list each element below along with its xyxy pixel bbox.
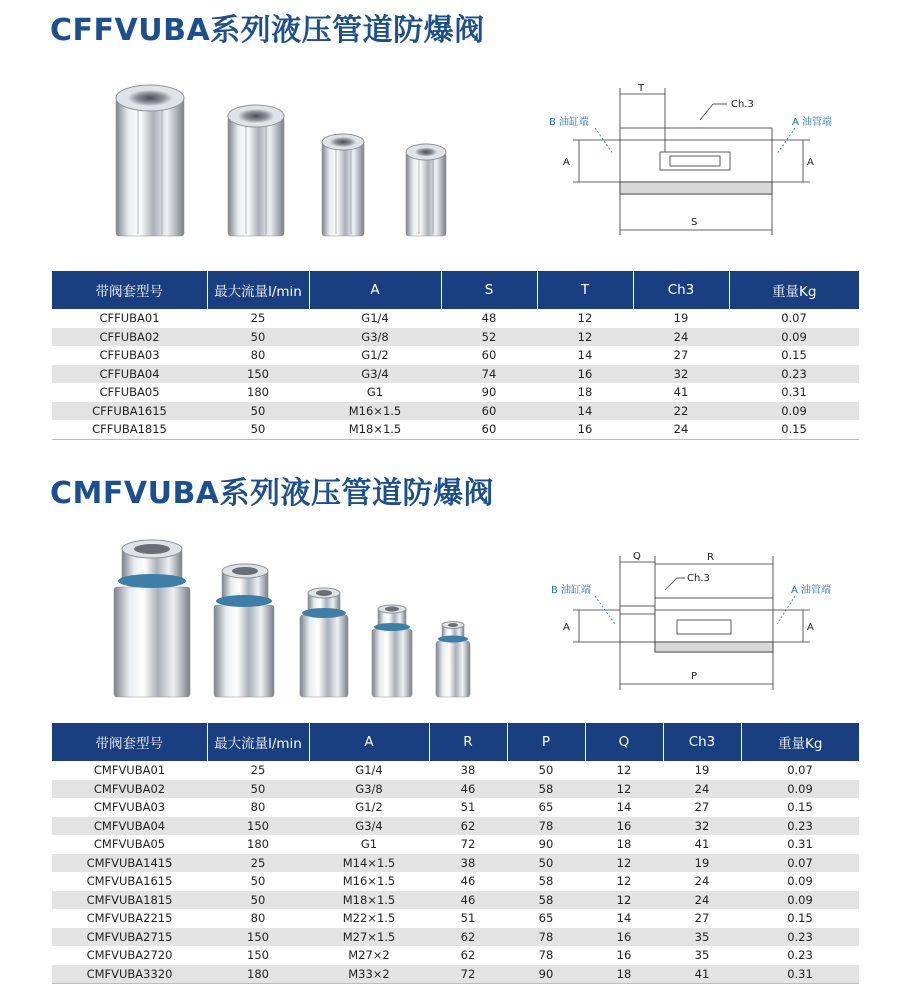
diagram1-label-b: B 油缸端 <box>549 117 590 128</box>
table-cell: 18 <box>585 965 663 984</box>
table-cell: 58 <box>538 874 554 889</box>
valve-m-small <box>300 588 348 697</box>
header-t: T <box>537 271 633 309</box>
table-cell: G1 <box>366 385 384 400</box>
table-row <box>52 383 859 402</box>
diagram2-label-a-right: A <box>807 622 814 633</box>
table-cell: 60 <box>441 420 537 439</box>
table-cell: 72 <box>460 837 476 852</box>
table-cell: 0.07 <box>787 763 813 778</box>
table-cell: 0.31 <box>781 385 807 400</box>
table-cell: G1/2 <box>355 800 383 815</box>
section1-dimension-diagram <box>545 80 855 240</box>
table-cell: 90 <box>507 965 585 984</box>
table-cell: M16×1.5 <box>342 874 396 889</box>
table-cell: CFFUBA01 <box>99 311 160 326</box>
table-cell: 0.09 <box>729 328 859 347</box>
table-row <box>52 328 859 347</box>
table-cell: 24 <box>694 874 710 889</box>
table-cell: CMFVUBA2715 <box>52 928 207 947</box>
table-cell: CFFUBA1615 <box>52 402 207 421</box>
table-cell: 150 <box>207 928 309 947</box>
table-cell: CMFVUBA2215 <box>86 911 173 926</box>
table-cell: 62 <box>429 817 507 836</box>
table-cell: 50 <box>507 854 585 873</box>
valve-large <box>116 85 184 236</box>
header-max-flow: 最大流量l/min <box>207 723 309 761</box>
table-cell: M22×1.5 <box>342 911 396 926</box>
table-cell: 41 <box>663 965 741 984</box>
diagram1-label-a-right: A <box>807 157 814 168</box>
section1-title: CFFVUBA系列液压管道防爆阀 <box>50 13 485 48</box>
table-cell: 27 <box>694 911 710 926</box>
table-cell: 50 <box>207 420 309 439</box>
table-cell: 90 <box>481 385 497 400</box>
valve-m-tiny <box>436 622 470 698</box>
diagram2-label-ch3: Ch.3 <box>687 573 710 584</box>
header-ch3: Ch3 <box>663 723 741 761</box>
table-cell: 50 <box>538 763 554 778</box>
table-cell: 24 <box>663 891 741 910</box>
table-cell: CFFUBA03 <box>99 348 160 363</box>
table-cell: 35 <box>694 948 710 963</box>
diagram1-label-a-left: A <box>563 157 570 168</box>
section1-spec-table <box>52 271 859 440</box>
table-cell: CMFVUBA1415 <box>52 854 207 873</box>
table-cell: 80 <box>250 348 266 363</box>
table-cell: 0.09 <box>729 402 859 421</box>
table-cell: 60 <box>481 348 497 363</box>
table-cell: 19 <box>694 763 710 778</box>
table-cell: 50 <box>207 780 309 799</box>
section2-dimension-diagram <box>545 548 855 698</box>
table-row <box>52 872 859 891</box>
table-cell: 12 <box>585 891 663 910</box>
table-cell: CMFVUBA01 <box>93 763 166 778</box>
table-cell: 32 <box>663 817 741 836</box>
table-cell: 12 <box>537 328 633 347</box>
table-cell: 16 <box>537 365 633 384</box>
table-row <box>52 965 859 984</box>
table-cell: 0.23 <box>787 948 813 963</box>
table-cell: CFFUBA05 <box>99 385 160 400</box>
table-cell: M27×1.5 <box>309 928 429 947</box>
table-cell: 18 <box>616 837 632 852</box>
table-cell: 80 <box>250 800 266 815</box>
table-cell: 65 <box>538 800 554 815</box>
table-cell: 22 <box>633 402 729 421</box>
table-cell: 18 <box>577 385 593 400</box>
table-cell: 78 <box>507 928 585 947</box>
table-cell: M27×2 <box>348 948 390 963</box>
table-cell: 0.15 <box>781 348 807 363</box>
table-cell: 0.15 <box>787 800 813 815</box>
table-cell: CMFVUBA02 <box>52 780 207 799</box>
table-cell: CMFVUBA1815 <box>52 891 207 910</box>
table-cell: M18×1.5 <box>309 891 429 910</box>
table-cell: G1/4 <box>361 311 389 326</box>
table-cell: 0.07 <box>781 311 807 326</box>
table-cell: M16×1.5 <box>309 402 441 421</box>
table-row <box>52 761 859 780</box>
table-cell: 50 <box>250 874 266 889</box>
diagram2-label-r: R <box>707 552 714 563</box>
table-cell: CFFUBA04 <box>52 365 207 384</box>
table-cell: CMFVUBA2720 <box>86 948 173 963</box>
table-cell: G3/4 <box>309 817 429 836</box>
diagram1-label-ch3: Ch.3 <box>731 99 754 110</box>
valve-medium <box>228 105 284 236</box>
section2-title: CMFVUBA系列液压管道防爆阀 <box>50 476 495 511</box>
table-cell: 150 <box>207 817 309 836</box>
table-cell: G3/8 <box>309 328 441 347</box>
diagram1-label-t: T <box>638 83 645 94</box>
header-weight: 重量Kg <box>729 271 859 309</box>
table-cell: 180 <box>207 965 309 984</box>
table-cell: 52 <box>441 328 537 347</box>
table-cell: 0.23 <box>741 817 859 836</box>
table-row <box>52 909 859 928</box>
table-cell: CMFVUBA05 <box>93 837 166 852</box>
table-cell: 74 <box>441 365 537 384</box>
table-cell: 35 <box>663 928 741 947</box>
header-max-flow: 最大流量l/min <box>207 271 309 309</box>
header-s: S <box>441 271 537 309</box>
table-cell: 12 <box>616 874 632 889</box>
diagram2-label-b: B 油缸端 <box>551 585 592 596</box>
table-cell: 27 <box>673 348 689 363</box>
table-row <box>52 402 859 421</box>
diagram2-label-q: Q <box>633 551 641 562</box>
table-cell: 12 <box>585 854 663 873</box>
table-cell: 180 <box>247 837 269 852</box>
table-cell: 48 <box>481 311 497 326</box>
table-row <box>52 798 859 817</box>
table-row <box>52 928 859 947</box>
table-cell: 0.09 <box>787 874 813 889</box>
table-cell: 12 <box>585 780 663 799</box>
table-cell: 150 <box>247 948 269 963</box>
table-cell: CMFVUBA03 <box>93 800 166 815</box>
diagram2-label-a-left: A <box>563 622 570 633</box>
table-cell: 25 <box>207 854 309 873</box>
table-cell: 25 <box>250 763 266 778</box>
table-cell: 27 <box>694 800 710 815</box>
table-cell: 51 <box>460 911 476 926</box>
table-cell: 46 <box>429 780 507 799</box>
table-cell: 0.15 <box>729 420 859 439</box>
header-p: P <box>507 723 585 761</box>
valve-m-smaller <box>372 605 412 697</box>
table-cell: 150 <box>207 365 309 384</box>
table-cell: 25 <box>250 311 266 326</box>
table-row <box>52 835 859 854</box>
table-cell: G3/4 <box>309 365 441 384</box>
table-cell: 41 <box>694 837 710 852</box>
section2-product-photo <box>100 535 480 705</box>
table-cell: 78 <box>507 817 585 836</box>
header-r: R <box>429 723 507 761</box>
table-row <box>52 891 859 910</box>
table-cell: M18×1.5 <box>309 420 441 439</box>
table-cell: 19 <box>673 311 689 326</box>
table-cell: 0.23 <box>729 365 859 384</box>
table-row <box>52 817 859 836</box>
table-cell: 41 <box>673 385 689 400</box>
table-cell: 16 <box>585 928 663 947</box>
diagram1-label-a-end: A 油管端 <box>792 117 833 128</box>
table-cell: 0.09 <box>741 780 859 799</box>
header-q: Q <box>585 723 663 761</box>
header-a: A <box>309 271 441 309</box>
table-cell: 65 <box>538 911 554 926</box>
section1-product-photo <box>100 70 460 245</box>
table-cell: 19 <box>663 854 741 873</box>
table-cell: G1/4 <box>355 763 383 778</box>
diagram2-label-p: P <box>691 671 698 682</box>
table-cell: 0.31 <box>741 965 859 984</box>
valve-m-large <box>114 540 190 697</box>
table-cell: 0.07 <box>741 854 859 873</box>
table-cell: 50 <box>207 402 309 421</box>
table-cell: 50 <box>207 328 309 347</box>
valve-tiny <box>406 144 446 236</box>
diagram2-label-a-end: A 油管端 <box>791 585 832 596</box>
table-cell: 32 <box>633 365 729 384</box>
table-cell: 16 <box>616 948 632 963</box>
table-row <box>52 346 859 365</box>
table-cell: CFFUBA02 <box>52 328 207 347</box>
table-cell: 24 <box>633 328 729 347</box>
table-cell: CMFVUBA1615 <box>86 874 173 889</box>
table-cell: 50 <box>207 891 309 910</box>
valve-small <box>322 134 364 236</box>
table-row <box>52 780 859 799</box>
table-cell: 38 <box>460 763 476 778</box>
table-cell: 0.23 <box>741 928 859 947</box>
table-cell: 14 <box>577 348 593 363</box>
table-cell: 24 <box>633 420 729 439</box>
table-cell: 78 <box>538 948 554 963</box>
table-cell: M14×1.5 <box>309 854 429 873</box>
table-cell: CFFUBA1815 <box>52 420 207 439</box>
table-cell: 46 <box>460 874 476 889</box>
table-row <box>52 309 859 328</box>
table-cell: G3/8 <box>309 780 429 799</box>
table-cell: 16 <box>585 817 663 836</box>
table-cell: 180 <box>247 385 269 400</box>
table-cell: 58 <box>507 891 585 910</box>
table-cell: 0.15 <box>787 911 813 926</box>
table-cell: 12 <box>577 311 593 326</box>
header-ch3: Ch3 <box>633 271 729 309</box>
table-cell: 0.09 <box>741 891 859 910</box>
table-cell: 14 <box>616 911 632 926</box>
table-cell: 38 <box>429 854 507 873</box>
table-cell: 80 <box>250 911 266 926</box>
header-model: 带阀套型号 <box>52 723 207 761</box>
table-cell: 14 <box>616 800 632 815</box>
table-row <box>52 946 859 965</box>
table-cell: 16 <box>537 420 633 439</box>
table-cell: 51 <box>460 800 476 815</box>
table-cell: CMFVUBA04 <box>52 817 207 836</box>
table-cell: 60 <box>441 402 537 421</box>
table-cell: 62 <box>429 928 507 947</box>
table-row <box>52 420 859 439</box>
table-cell: 72 <box>429 965 507 984</box>
table-cell: 62 <box>460 948 476 963</box>
table-row <box>52 854 859 873</box>
section2-spec-table <box>52 723 859 984</box>
table-cell: 12 <box>616 763 632 778</box>
table-row <box>52 365 859 384</box>
table-cell: 24 <box>663 780 741 799</box>
table-cell: M33×2 <box>309 965 429 984</box>
header-weight: 重量Kg <box>741 723 859 761</box>
table-cell: 14 <box>537 402 633 421</box>
header-model: 带阀套型号 <box>52 271 207 309</box>
table-cell: 0.31 <box>787 837 813 852</box>
table-cell: G1/2 <box>361 348 389 363</box>
header-a: A <box>309 723 429 761</box>
table-cell: 58 <box>507 780 585 799</box>
table-cell: G1 <box>360 837 378 852</box>
valve-m-medium <box>214 564 274 697</box>
diagram1-label-s: S <box>691 217 698 228</box>
table-cell: 90 <box>538 837 554 852</box>
table-cell: 46 <box>429 891 507 910</box>
table-cell: CMFVUBA3320 <box>52 965 207 984</box>
